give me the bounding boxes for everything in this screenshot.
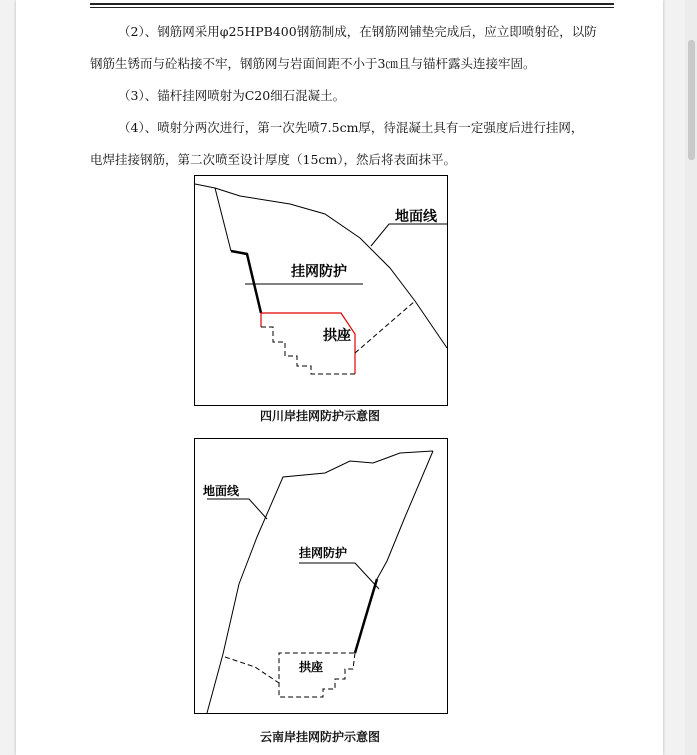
excavation-line xyxy=(355,301,415,353)
mesh-label: 挂网防护 xyxy=(299,546,348,560)
scrollbar-thumb[interactable] xyxy=(688,40,695,160)
slope-line xyxy=(377,451,433,579)
paragraph-4-line-2: 电焊挂接钢筋，第二次喷至设计厚度（15cm），然后将表面抹平。 xyxy=(90,152,457,167)
yunnan-figure xyxy=(194,438,448,714)
sichuan-diagram xyxy=(195,176,447,405)
paragraph-2-line-2: 钢筋生锈而与砼粘接不牢，钢筋网与岩面间距不小于3㎝且与锚杆露头连接牢固。 xyxy=(90,56,536,71)
arch-label: 拱座 xyxy=(299,660,324,674)
ground-label-leader xyxy=(207,499,267,519)
vertical-scrollbar[interactable] xyxy=(685,0,697,755)
mesh-protection-line xyxy=(355,579,377,653)
ground-label-leader xyxy=(371,224,447,246)
sichuan-caption: 四川岸挂网防护示意图 xyxy=(259,409,380,423)
header-rule xyxy=(90,7,614,8)
arch-label: 拱座 xyxy=(323,328,351,344)
mesh-protection-line xyxy=(231,251,261,313)
slope-line xyxy=(215,188,231,251)
header-rule xyxy=(90,3,614,5)
document-page xyxy=(16,0,663,755)
sichuan-figure xyxy=(194,175,448,406)
yunnan-caption: 云南岸挂网防护示意图 xyxy=(259,730,380,744)
paragraph-2-line-1: （2）、钢筋网采用φ25HPB400钢筋制成，在钢筋网铺垫完成后，应立即喷射砼，以防 xyxy=(118,24,597,39)
mesh-label: 挂网防护 xyxy=(291,264,347,280)
paragraph-3: （3）、锚杆挂网喷射为C20细石混凝土。 xyxy=(118,88,346,103)
ground-label: 地面线 xyxy=(203,484,240,498)
paragraph-4-line-1: （4）、喷射分两次进行，第一次先喷7.5cm厚，待混凝土具有一定强度后进行挂网， xyxy=(118,120,584,135)
yunnan-diagram xyxy=(195,439,447,713)
excavation-line xyxy=(225,657,279,683)
mesh-label-leader xyxy=(299,563,379,589)
ground-label: 地面线 xyxy=(395,209,437,225)
